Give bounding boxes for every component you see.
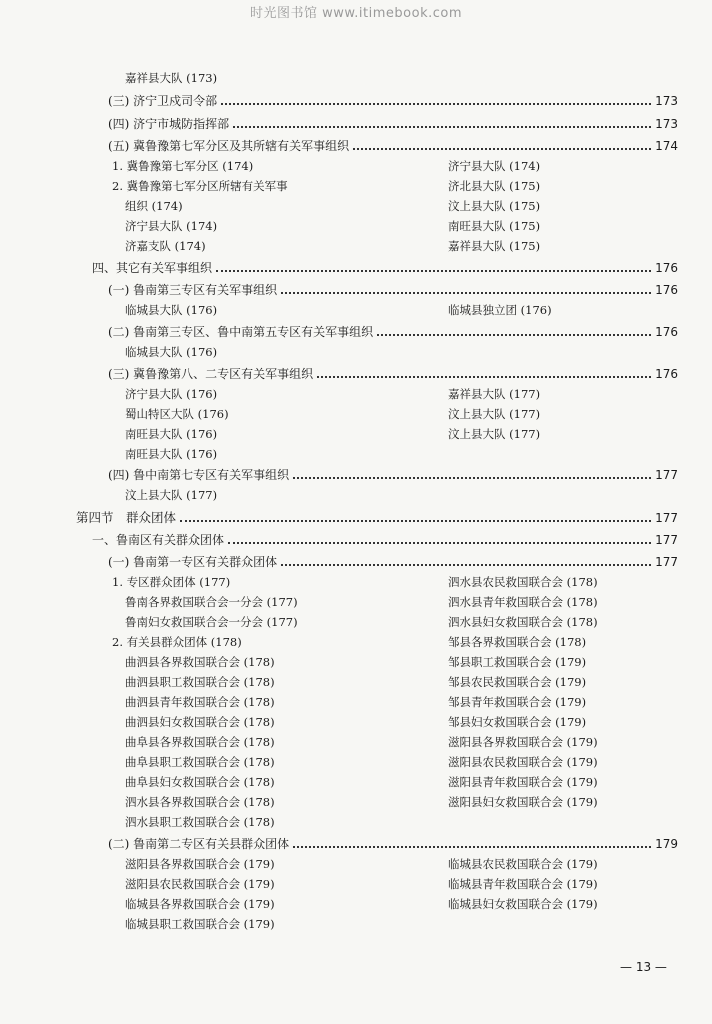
toc-item: 济宁县大队 (176) [125,387,218,401]
toc-heading: (三) 冀鲁豫第八、二专区有关军事组织 176 [108,364,678,384]
toc-item: 曲阜县职工救国联合会 (178) [125,755,275,769]
toc-item: 临城县独立团 (176) [448,303,552,317]
toc-item: 临城县大队 (176) [125,345,218,359]
toc-heading: (一) 鲁南第一专区有关群众团体 177 [108,552,678,572]
watermark: 时光图书馆 www.itimebook.com [249,6,463,21]
toc-item: 汶上县大队 (175) [448,199,541,213]
toc-item: 泗水县职工救国联合会 (178) [125,815,275,829]
toc-item: 滋阳县各界救国联合会 (179) [125,857,275,871]
toc-item: 泗水县农民救国联合会 (178) [448,575,598,589]
toc-item: 鲁南妇女救国联合会一分会 (177) [125,615,298,629]
toc-item: 曲泗县各界救国联合会 (178) [125,655,275,669]
toc-heading: (二) 鲁南第二专区有关县群众团体 179 [108,834,678,854]
toc-item: 1. 专区群众团体 (177) [112,575,231,589]
toc-item: 汶上县大队 (177) [125,488,218,502]
toc-item: 滋阳县妇女救国联合会 (179) [448,795,598,809]
toc-item: 1. 冀鲁豫第七军分区 (174) [112,159,254,173]
toc-section: 第四节 群众团体 177 [76,510,678,525]
toc-item: 滋阳县农民救国联合会 (179) [448,755,598,769]
toc-item: 济北县大队 (175) [448,179,541,193]
toc-heading: (三) 济宁卫戍司令部 173 [108,91,678,111]
toc-heading: 四、其它有关军事组织 176 [92,258,678,278]
toc-item: 临城县农民救国联合会 (179) [448,857,598,871]
toc-item: 曲泗县青年救国联合会 (178) [125,695,275,709]
toc-item: 鲁南各界救国联合会一分会 (177) [125,595,298,609]
toc-item: 邹县各界救国联合会 (178) [448,635,587,649]
toc-item: 组织 (174) [125,199,183,213]
toc-heading: (四) 济宁市城防指挥部 173 [108,114,678,134]
toc-item: 嘉祥县大队 (173) [125,71,218,85]
toc-heading: (四) 鲁中南第七专区有关军事组织 177 [108,465,678,485]
toc-item: 南旺县大队 (176) [125,427,218,441]
toc-item: 临城县妇女救国联合会 (179) [448,897,598,911]
toc-item: 蜀山特区大队 (176) [125,407,229,421]
toc-item: 临城县职工救国联合会 (179) [125,917,275,931]
toc-item: 嘉祥县大队 (175) [448,239,541,253]
toc-heading: (一) 鲁南第三专区有关军事组织 176 [108,280,678,300]
toc-item: 汶上县大队 (177) [448,407,541,421]
toc-item: 临城县各界救国联合会 (179) [125,897,275,911]
toc-item: 曲泗县职工救国联合会 (178) [125,675,275,689]
toc-item: 2. 有关县群众团体 (178) [112,635,242,649]
toc-item: 南旺县大队 (176) [125,447,218,461]
toc-item: 临城县青年救国联合会 (179) [448,877,598,891]
toc-item: 邹县职工救国联合会 (179) [448,655,587,669]
toc-item: 嘉祥县大队 (177) [448,387,541,401]
page-number: — 13 — [620,960,667,974]
toc-item: 滋阳县青年救国联合会 (179) [448,775,598,789]
toc-item: 曲阜县妇女救国联合会 (178) [125,775,275,789]
toc-item: 邹县妇女救国联合会 (179) [448,715,587,729]
toc-item: 滋阳县各界救国联合会 (179) [448,735,598,749]
toc-item: 汶上县大队 (177) [448,427,541,441]
toc-item: 济嘉支队 (174) [125,239,206,253]
toc-item: 曲阜县各界救国联合会 (178) [125,735,275,749]
toc-item: 济宁县大队 (174) [448,159,541,173]
toc-heading: (五) 冀鲁豫第七军分区及其所辖有关军事组织 174 [108,136,678,156]
toc-item: 南旺县大队 (175) [448,219,541,233]
toc-item: 曲泗县妇女救国联合会 (178) [125,715,275,729]
toc-heading: 一、鲁南区有关群众团体 177 [92,530,678,550]
toc-item: 滋阳县农民救国联合会 (179) [125,877,275,891]
toc-item: 泗水县妇女救国联合会 (178) [448,615,598,629]
toc-item: 济宁县大队 (174) [125,219,218,233]
toc-item: 临城县大队 (176) [125,303,218,317]
toc-item: 泗水县各界救国联合会 (178) [125,795,275,809]
toc-item: 泗水县青年救国联合会 (178) [448,595,598,609]
toc-heading: (二) 鲁南第三专区、鲁中南第五专区有关军事组织 176 [108,322,678,342]
toc-item: 邹县农民救国联合会 (179) [448,675,587,689]
toc-item: 2. 冀鲁豫第七军分区所辖有关军事 [112,179,288,193]
toc-item: 邹县青年救国联合会 (179) [448,695,587,709]
